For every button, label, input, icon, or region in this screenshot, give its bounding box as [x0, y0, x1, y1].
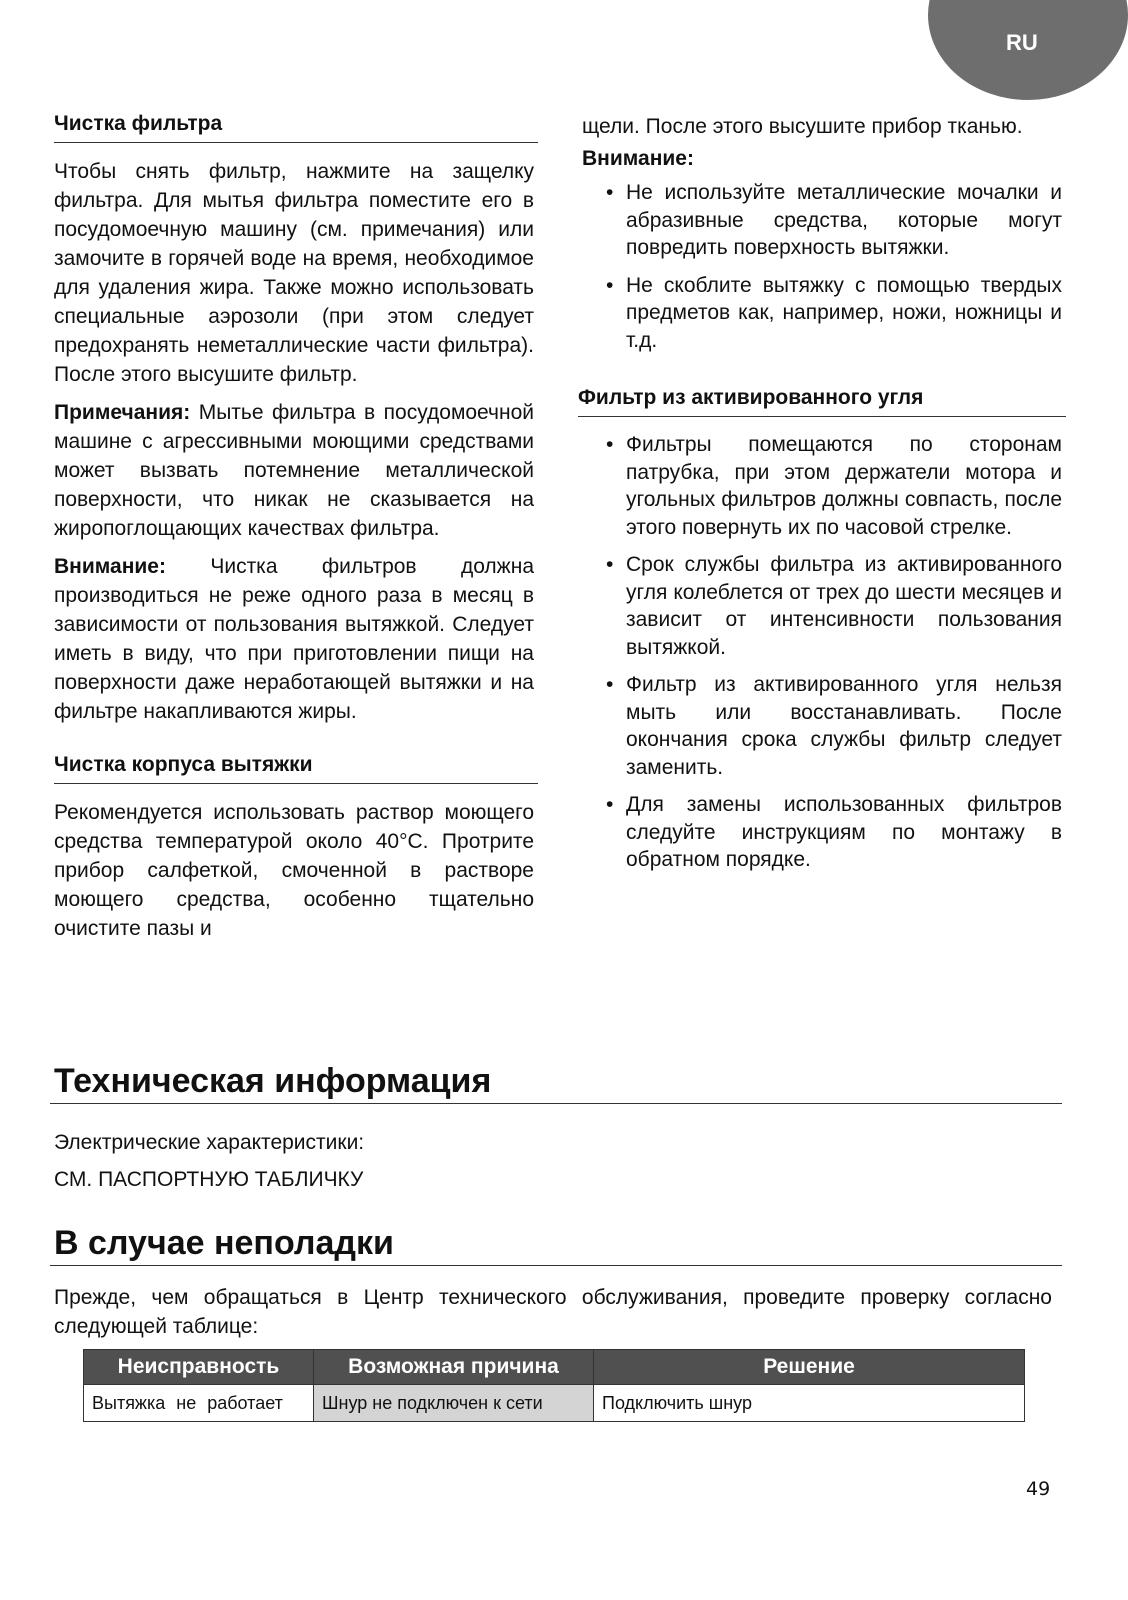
table-cell: Подключить шнур: [594, 1385, 1025, 1422]
carbon-filter-list: [582, 431, 1062, 874]
right-column: [578, 112, 1062, 884]
attention-label: Внимание:: [54, 555, 166, 578]
table-header-row: [84, 1350, 1025, 1385]
continuation-text: щели. После этого высушите прибор тканью.: [582, 115, 1023, 138]
notes-label: Примечания:: [54, 401, 191, 424]
page-number: 49: [1026, 1478, 1051, 1500]
fault-heading: В случае неполадки: [50, 1224, 1062, 1266]
list-item: • Фильтры помещаются по сторонам патрубка, при этом держатели мотора и угольных фильтров должны совпасть, после этого повернуть их по часовой стрелке.: [606, 433, 1062, 539]
notes-text: Мытье фильтра в посудомоечной машине с агрессивными моющими средствами может вызвать потемнение металлической поверхности, что никак не сказывается на жиропоглощающих качествах фильтра.: [54, 401, 534, 540]
fault-intro: Прежде, чем обращаться в Центр технического обслуживания, проведите проверку согласно следующей таблице:: [54, 1286, 1052, 1338]
bullet-icon: •: [606, 673, 614, 696]
list-item: • Фильтр из активированного угля нельзя мыть или восстанавливать. После окончания срока службы фильтр следует заменить.: [606, 673, 1062, 779]
table-cell: Вытяжка не работает: [84, 1385, 314, 1422]
body-cleaning-text: Рекомендуется использовать раствор моющего средства температурой около 40°C. Протрите прибор салфеткой, смоченной в растворе моющего средства, особенно тщательно очистите пазы и: [54, 801, 534, 940]
table-row: [84, 1385, 1025, 1422]
attention-paragraph: [54, 552, 534, 726]
column-header: Возможная причина: [314, 1350, 594, 1385]
column-header: Решение: [594, 1350, 1025, 1385]
electrical-label: Электрические характеристики:: [54, 1131, 365, 1154]
list-item: • Не используйте металлические мочалки и абразивные средства, которые могут повредить поверхность вытяжки.: [606, 181, 1062, 259]
attention-heading: Внимание:: [582, 147, 694, 170]
list-item: • Не скоблите вытяжку с помощью твердых предметов как, например, ножи, ножницы и т.д.: [606, 273, 1062, 352]
list-item: • Для замены использованных фильтров следуйте инструкциям по монтажу в обратном порядке.: [606, 793, 1062, 871]
filter-cleaning-heading: Чистка фильтра: [54, 112, 538, 143]
language-label: RU: [1006, 30, 1038, 55]
rating-plate-note: СМ. ПАСПОРТНУЮ ТАБЛИЧКУ: [54, 1168, 364, 1191]
carbon-filter-heading: Фильтр из активированного угля: [578, 386, 1066, 417]
tech-info-heading: Техническая информация: [50, 1062, 1062, 1104]
filter-cleaning-text: Чтобы снять фильтр, нажмите на защелку фильтра. Для мытья фильтра поместите его в посудомоечную машину (см. примечания) или замочите в горячей воде на время, необходимое для удаления жира. Также можно использовать специальные аэрозоли (при этом следует предохранять неметаллические части фильтра). После этого высушите фильтр.: [54, 160, 534, 386]
bullet-icon: •: [606, 273, 614, 297]
list-item: • Срок службы фильтра из активированного угля колеблется от трех до шести месяцев и зависит от интенсивности пользования вытяжкой.: [606, 553, 1062, 659]
attention-text: Чистка фильтров должна производиться не реже одного раза в месяц в зависимости от пользования вытяжкой. Следует иметь в виду, что при приготовлении пищи на поверхности даже неработающей вытяжки и на фильтре накапливаются жиры.: [54, 555, 534, 723]
column-header: Неисправность: [84, 1350, 314, 1385]
bullet-icon: •: [606, 553, 614, 576]
left-column: [54, 112, 534, 952]
bullet-icon: •: [606, 181, 614, 204]
bullet-icon: •: [606, 433, 614, 456]
body-cleaning-heading: Чистка корпуса вытяжки: [54, 753, 538, 784]
notes-paragraph: [54, 398, 534, 543]
troubleshooting-table: [83, 1349, 1025, 1422]
bullet-icon: •: [606, 793, 614, 816]
table-cell: Шнур не подключен к сети: [314, 1385, 594, 1422]
attention-list: [582, 179, 1062, 354]
